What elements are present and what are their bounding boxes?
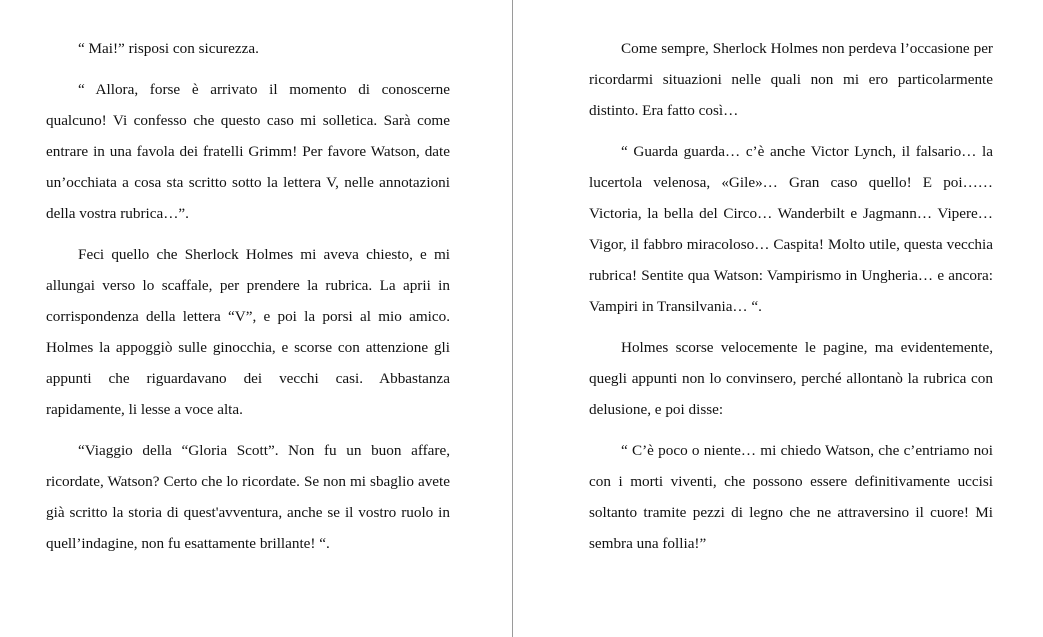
paragraph: “ C’è poco o niente… mi chiedo Watson, che c’entriamo noi con i morti viventi, che possono essere definitivamente uccisi soltanto tramite pezzi di legno che ne attraversino il cuore! Mi sembra una follia!”: [589, 442, 993, 552]
paragraph: “Viaggio della “Gloria Scott”. Non fu un buon affare, ricordate, Watson? Certo che lo ricordate. Se non mi sbaglio avete già scritto la storia di quest'avventura, anche se il vostro ruolo in quell’indagine, non fu esattamente brillante! “.: [46, 442, 450, 552]
left-page: [0, 0, 512, 637]
paragraph: Holmes scorse velocemente le pagine, ma evidentemente, quegli appunti non lo convinsero, perché allontanò la rubrica con delusione, e poi disse:: [589, 339, 993, 418]
left-page-text: [46, 33, 450, 559]
paragraph: Come sempre, Sherlock Holmes non perdeva l’occasione per ricordarmi situazioni nelle quali non mi ero particolarmente distinto. Era fatto così…: [589, 40, 993, 119]
right-page: [513, 0, 1043, 637]
paragraph: Feci quello che Sherlock Holmes mi aveva chiesto, e mi allungai verso lo scaffale, per prendere la rubrica. La aprii in corrispondenza della lettera “V”, e poi la porsi al mio amico. Holmes la appoggiò sulle ginocchia, e scorse con attenzione gli appunti che riguardavano dei vecchi casi. Abbastanza rapidamente, li lesse a voce alta.: [46, 246, 450, 418]
paragraph: “ Allora, forse è arrivato il momento di conoscerne qualcuno! Vi confesso che questo caso mi solletica. Sarà come entrare in una favola dei fratelli Grimm! Per favore Watson, date un’occhiata a cosa sta scritto sotto la lettera V, nelle annotazioni della vostra rubrica…”.: [46, 81, 450, 222]
right-page-text: [589, 33, 993, 559]
paragraph: “ Mai!” risposi con sicurezza.: [78, 40, 259, 57]
paragraph: “ Guarda guarda… c’è anche Victor Lynch, il falsario… la lucertola velenosa, «Gile»… Gran caso quello! E poi…… Victoria, la bella del Circo… Wanderbilt e Jagmann… Vipere… Vigor, il fabbro miracoloso… Caspita! Molto utile, questa vecchia rubrica! Sentite qua Watson: Vampirismo in Ungheria… e ancora: Vampiri in Transilvania… “.: [589, 143, 993, 315]
